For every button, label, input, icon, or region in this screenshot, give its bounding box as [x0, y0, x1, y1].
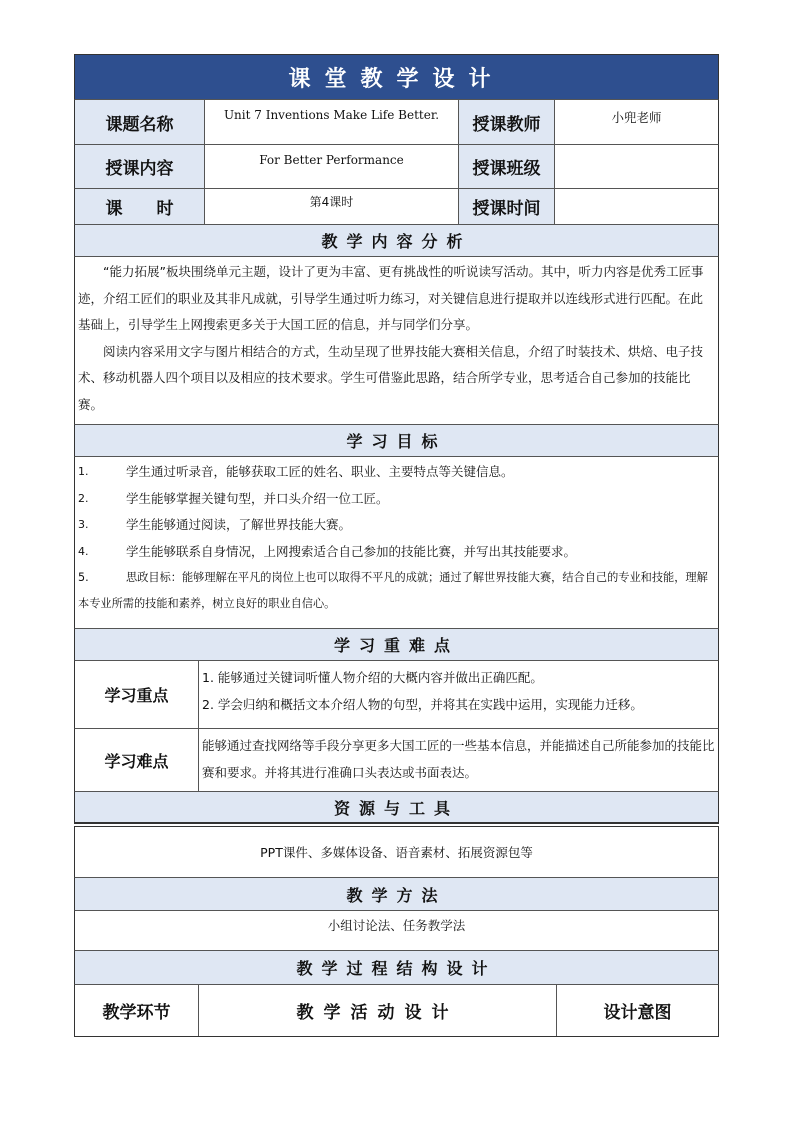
class-label: 授课班级 [459, 145, 555, 188]
objective-text: 思政目标：能够理解在平凡的岗位上也可以取得不平凡的成就；通过了解世界技能大赛，结合自己的专业和技能，理解本专业所需的技能和素养，树立良好的职业自信心。 [78, 571, 708, 610]
objective-number: 4. [78, 544, 89, 558]
resources-body [74, 826, 719, 878]
key-points-content [199, 661, 718, 728]
document-title-bar [74, 54, 719, 100]
analysis-paragraph-1: “能力拓展”板块围绕单元主题，设计了更为丰富、更有挑战性的听说读写活动。其中，听力内容是优秀工匠事迹，介绍工匠们的职业及其非凡成就，引导学生通过听力练习，对关键信息进行提取并以连线形式进行匹配。在此基础上，引导学生上网搜索更多关于大国工匠的信息，并与同学们分享。 [78, 264, 704, 332]
process-header-row [74, 985, 719, 1037]
section-title-methods: 教学方法 [74, 878, 719, 911]
section-title-resources: 资源与工具 [74, 792, 719, 824]
methods-text: 小组讨论法、任务教学法 [327, 918, 466, 933]
process-col-stage: 教学环节 [75, 985, 199, 1036]
difficulties-row [74, 729, 719, 792]
period-value: 第4课时 [205, 189, 459, 224]
resources-text: PPT课件、多媒体设备、语音素材、拓展资源包等 [260, 845, 533, 860]
time-value [555, 189, 718, 224]
key-point-item: 2. 学会归纳和概括文本介绍人物的句型，并将其在实践中运用，实现能力迁移。 [202, 696, 643, 712]
objectives-list [75, 459, 718, 565]
objective-text: 学生能够掌握关键句型，并口头介绍一位工匠。 [126, 490, 389, 506]
section-title-objectives: 学习目标 [74, 425, 719, 457]
section-title-analysis: 教学内容分析 [74, 225, 719, 257]
teacher-label: 授课教师 [459, 100, 555, 144]
content-label: 授课内容 [75, 145, 205, 188]
methods-body [74, 911, 719, 951]
key-point-item: 1. 能够通过关键词听懂人物介绍的大概内容并做出正确匹配。 [202, 670, 543, 685]
key-points-row [74, 661, 719, 729]
teacher-value: 小兜老师 [611, 110, 662, 125]
analysis-paragraph-2: 阅读内容采用文字与图片相结合的方式，生动呈现了世界技能大赛相关信息，介绍了时装技术、烘焙、电子技术、移动机器人四个项目以及相应的技术要求。学生可借鉴此思路，结合所学专业，思考适合自己参加的技能比赛。 [78, 343, 704, 412]
objective-text: 学生能够通过阅读，了解世界技能大赛。 [126, 517, 352, 532]
topic-label: 课题名称 [75, 100, 205, 144]
time-label: 授课时间 [459, 189, 555, 224]
lesson-plan-document [74, 54, 719, 1037]
info-row-period [74, 189, 719, 225]
process-col-intent: 设计意图 [603, 1003, 672, 1023]
objective-text: 学生通过听录音，能够获取工匠的姓名、职业、主要特点等关键信息。 [126, 464, 514, 479]
objective-number: 1. [78, 465, 89, 478]
objective-text: 学生能够联系自身情况，上网搜索适合自己参加的技能比赛，并写出其技能要求。 [126, 543, 577, 559]
content-value: For Better Performance [205, 145, 459, 188]
objective-item-4 [75, 539, 718, 566]
key-points-label: 学习重点 [75, 661, 199, 728]
class-value [555, 145, 718, 188]
topic-value: Unit 7 Inventions Make Life Better. [205, 100, 459, 144]
section-title-process: 教学过程结构设计 [74, 951, 719, 985]
difficulties-label: 学习难点 [75, 729, 199, 791]
period-label: 课 时 [75, 189, 205, 224]
objective-number: 5. [78, 571, 89, 584]
objective-item-3 [75, 512, 718, 539]
info-row-content [74, 145, 719, 189]
process-col-activities: 教学活动设计 [199, 985, 557, 1036]
analysis-body [74, 257, 719, 425]
section-title-keypoints: 学习重难点 [74, 629, 719, 661]
objective-number: 2. [78, 491, 89, 505]
objective-number: 3. [78, 518, 89, 531]
objective-item-1 [75, 459, 718, 486]
objective-item-2 [75, 486, 718, 513]
document-title: 课堂教学设计 [288, 66, 505, 92]
difficulties-content: 能够通过查找网络等手段分享更多大国工匠的一些基本信息，并能描述自己所能参加的技能比赛和要求。并将其进行准确口头表达或书面表达。 [202, 738, 715, 780]
objectives-body [74, 457, 719, 629]
objective-item-5 [75, 565, 718, 617]
info-row-topic [74, 100, 719, 145]
